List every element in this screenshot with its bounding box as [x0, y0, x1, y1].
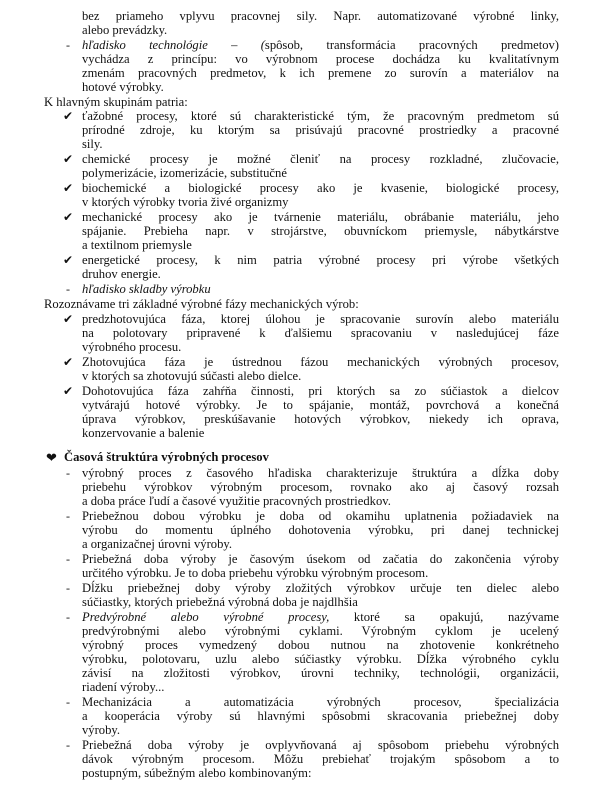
section-heading: Časová štruktúra výrobných procesov — [64, 450, 269, 464]
check-icon: ✔ — [63, 384, 74, 398]
paragraph-line: predvýrobnými alebo výrobnými cyklami. Výrobným cyklom je ucelený — [82, 624, 559, 638]
term-italic: Predvýrobné alebo výrobné procesy, — [82, 610, 330, 624]
paragraph-line: a organizačnej úrovni výroby. — [82, 537, 233, 551]
term-italic: hľadisko technológie – ( — [82, 38, 265, 52]
term-description: spôsob, transformácia pracovných predmetov) — [264, 38, 559, 52]
list-item: ťažobné procesy, ktoré sú charakteristické tým, že pracovným predmetom sú — [82, 109, 559, 123]
paragraph-line: priebehu výrobkov výrobným procesom, rovnako ako aj časový rozsah — [82, 480, 559, 494]
list-item: Priebežná doba výroby je časovým úsekom od začatia do zakončenia výroby — [82, 552, 559, 566]
paragraph-line: v ktorých sa zhotovujú súčasti alebo dielce. — [82, 369, 302, 383]
paragraph-line: alebo prevádzky. — [82, 23, 168, 37]
paragraph-line: určitého výrobku. Je to doba priebehu výrobku výrobným procesom. — [82, 566, 429, 580]
list-item: Zhotovujúca fáza je ústrednou fázou mechanických výrobných procesov, — [82, 355, 559, 369]
list-item: Dohotovujúca fáza zahŕňa činnosti, pri ktorých sa zo súčiastok a dielcov — [82, 384, 559, 398]
heart-icon: ❤ — [46, 450, 57, 465]
check-icon: ✔ — [63, 253, 74, 267]
dash-bullet: - — [66, 581, 70, 595]
paragraph-line: vytvárajú hotové výrobky. Je to spájanie, montáž, povrchová a konečná — [82, 398, 559, 412]
check-icon: ✔ — [63, 152, 74, 166]
list-item-heading — [82, 39, 559, 53]
list-item: predzhotovujúca fáza, ktorej úlohou je spracovanie surovín alebo materiálu — [82, 312, 559, 326]
check-icon: ✔ — [63, 312, 74, 326]
paragraph-line: konzervovanie a balenie — [82, 426, 205, 440]
list-item: energetické procesy, k nim patria výrobné procesy pri výrobe všetkých — [82, 253, 559, 267]
list-item: výrobný proces z časového hľadiska charakterizuje štruktúra a dĺžka doby — [82, 466, 559, 480]
paragraph-line: a kooperácia výroby sú hlavnými spôsobmi skracovania priebežnej doby — [82, 709, 559, 723]
paragraph-line: závisí na zložitosti výrobkov, úrovni techniky, technológii, organizácii, — [82, 666, 559, 680]
paragraph-line: Rozoznávame tri základné výrobné fázy mechanických výrob: — [44, 297, 359, 311]
dash-bullet: - — [66, 552, 70, 566]
paragraph-line: druhov energie. — [82, 267, 161, 281]
list-item: Dĺžku priebežnej doby výroby zložitých výrobkov určuje ten dielec alebo — [82, 581, 559, 595]
dash-bullet: - — [66, 610, 70, 624]
check-icon: ✔ — [63, 181, 74, 195]
list-item: chemické procesy je možné členiť na procesy rozkladné, zlučovacie, — [82, 152, 559, 166]
paragraph-line: sily. — [82, 137, 103, 151]
paragraph-line: vychádza z princípu: vo výrobnom procese dochádza ku kvalitatívnym — [82, 52, 559, 66]
paragraph-line: výroby. — [82, 723, 121, 737]
paragraph-line: úprava výrobkov, preskúšavanie hotových výrobkov, niekedy ich oprava, — [82, 412, 559, 426]
paragraph-line: postupným, súbežným alebo kombinovaným: — [82, 766, 312, 780]
paragraph-line: bez priameho vplyvu pracovnej sily. Napr. automatizované výrobné linky, — [82, 9, 559, 23]
list-item: Priebežná doba výroby je ovplyvňovaná aj spôsobom priebehu výrobných — [82, 738, 559, 752]
paragraph-line: hotové výrobky. — [82, 80, 164, 94]
paragraph-line: zmenám pracovných predmetov, k ich premene zo surovín a materiálov na — [82, 66, 559, 80]
paragraph-line: súčiastky, ktorých priebežná výrobná doba je najdlhšia — [82, 595, 358, 609]
paragraph-line: a textilnom priemysle — [82, 238, 192, 252]
paragraph-line: výrobného procesu. — [82, 340, 182, 354]
paragraph-line: K hlavným skupinám patria: — [44, 95, 188, 109]
paragraph-line: a doba práce ľudí a časové využitie pracovných prostriedkov. — [82, 494, 391, 508]
dash-bullet: - — [66, 738, 70, 752]
check-icon: ✔ — [63, 355, 74, 369]
dash-bullet: - — [66, 466, 70, 480]
paragraph-line: výrobný proces vymedzený dobou nutnou na zhotovenie konkrétneho — [82, 638, 559, 652]
list-item: biochemické a biologické procesy ako je kvasenie, biologické procesy, — [82, 181, 559, 195]
paragraph-line: na polotovary pripravené k ďalšiemu spracovaniu v nasledujúcej fáze — [82, 326, 559, 340]
term-description: ktoré sa opakujú, nazývame — [353, 610, 559, 624]
dash-bullet: - — [66, 38, 70, 52]
list-item: Mechanizácia a automatizácia výrobných procesov, špecializácia — [82, 695, 559, 709]
dash-bullet: - — [66, 282, 70, 296]
paragraph-line: polymerizácie, izomerizácie, substitučné — [82, 166, 287, 180]
paragraph-line: výrobu do momentu úplného dohotovenia výrobku, pri danej technickej — [82, 523, 559, 537]
check-icon: ✔ — [63, 210, 74, 224]
paragraph-line: dávok výrobným procesom. Môžu prebiehať trojakým spôsobom a to — [82, 752, 559, 766]
list-item: mechanické procesy ako je tvárnenie materiálu, obrábanie materiálu, jeho — [82, 210, 559, 224]
dash-bullet: - — [66, 509, 70, 523]
paragraph-line: výrobku, polotovaru, uzlu alebo súčiastky výrobku. Dĺžka výrobného cyklu — [82, 652, 559, 666]
dash-bullet: - — [66, 695, 70, 709]
paragraph-line: prírodné zdroje, ku ktorým sa prisúvajú pracovné prostriedky a pracovné — [82, 123, 559, 137]
paragraph-line: riadení výroby... — [82, 680, 165, 694]
list-item-heading: hľadisko skladby výrobku — [82, 282, 211, 296]
check-icon: ✔ — [63, 109, 74, 123]
paragraph-line: spájanie. Prebieha napr. v strojárstve, obuvníckom priemysle, nábytkárstve — [82, 224, 559, 238]
list-item: Priebežnou dobou výrobku je doba od okamihu uplatnenia požiadaviek na — [82, 509, 559, 523]
paragraph-line: v ktorých výrobky tvoria živé organizmy — [82, 195, 289, 209]
list-item — [82, 611, 559, 625]
